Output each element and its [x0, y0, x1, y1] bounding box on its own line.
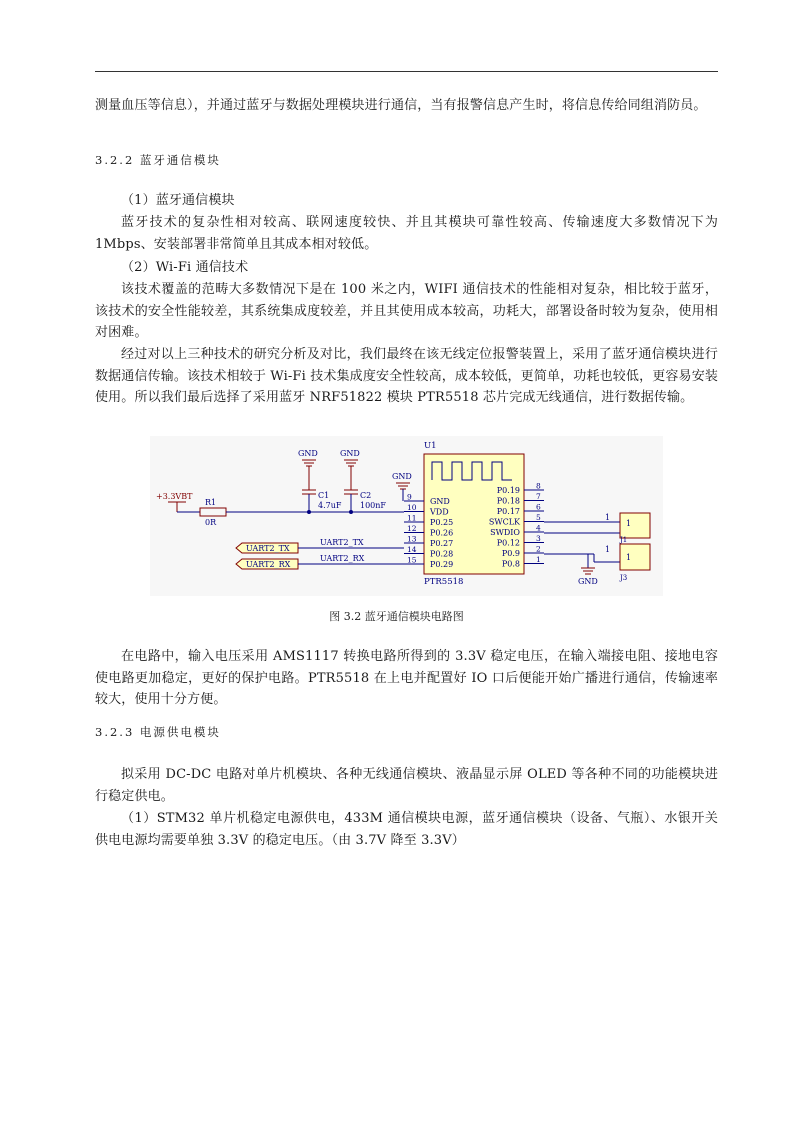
u1-label: U1	[424, 441, 437, 451]
left-pin-number: 14	[407, 545, 417, 554]
connector-j3	[605, 544, 650, 582]
item1-title: （1）蓝牙通信模块	[121, 193, 235, 208]
c2-gnd-label: GND	[340, 449, 360, 458]
c2-value: 100nF	[360, 501, 386, 510]
right-pin-number: 3	[536, 534, 541, 543]
c1-label: C1	[318, 491, 330, 500]
c1-value: 4.7uF	[318, 501, 342, 510]
intro-paragraph: 测量血压等信息），并通过蓝牙与数据处理模块进行通信，当有报警信息产生时，将信息传给同组消防员。	[95, 98, 707, 113]
left-pin-name: P0.25	[430, 518, 454, 527]
uart2-tx-port	[236, 538, 404, 553]
left-pin-name: P0.29	[430, 560, 454, 569]
left-pin-number: 11	[407, 513, 417, 523]
left-pin-name: GND	[430, 497, 450, 506]
right-pin-number: 2	[536, 544, 541, 554]
left-pin-number: 12	[407, 524, 417, 533]
bluetooth-circuit-figure	[150, 436, 663, 596]
right-pin-name: SWDIO	[490, 528, 520, 537]
left-pin-name: VDD	[430, 507, 449, 517]
circuit-schematic	[150, 436, 663, 596]
j1-pin-label: 1	[626, 519, 632, 528]
right-pin-name: P0.12	[496, 538, 520, 548]
left-pin-number: 10	[407, 503, 417, 512]
j3-gnd-symbol	[578, 568, 598, 586]
power-paragraph-2: （1）STM32 单片机稳定电源供电，433M 通信模块电源，蓝牙通信模块（设备、气瓶）、水银开关供电电源均需要单独 3.3V 的稳定电压。（由 3.7V 降至 3.3V）	[95, 811, 718, 848]
right-pin-number: 1	[536, 555, 541, 564]
left-pin-name: P0.28	[430, 549, 454, 559]
left-pin-number: 15	[407, 555, 417, 565]
r1-resistor	[200, 508, 226, 516]
left-pin-number: 9	[407, 492, 412, 502]
connector-j1	[605, 513, 650, 544]
left-pin-number: 13	[407, 534, 417, 544]
r1-value: 0R	[205, 518, 217, 527]
uart-tx-net-label: UART2_TX	[320, 538, 364, 547]
uart-rx-net-label: UART2_RX	[320, 554, 365, 563]
right-pin-number: 8	[536, 481, 541, 491]
j3-designator: J3	[620, 574, 628, 582]
j1-designator: J1	[620, 536, 628, 544]
j3-pin-label: 1	[626, 553, 632, 562]
j1-wire-label: 1	[605, 513, 611, 522]
c2-label: C2	[360, 491, 372, 500]
left-pin-name: P0.27	[430, 539, 454, 548]
c2-capacitor	[340, 449, 386, 514]
vbt-label: +3.3VBT	[156, 492, 193, 501]
conclusion-paragraph: 经过对以上三种技术的研究分析及对比，我们最终在该无线定位报警装置上，采用了蓝牙通信模块进行数据通信传输。该技术相较于 Wi-Fi 技术集成度安全性较高，成本较低，更简单，功耗也较低，更容易安装使用。所以我们最后选择了采用蓝牙 NRF51822 模块 PTR5518 芯片完成无线通信，进行数据传输。	[95, 347, 718, 405]
item1-body: 蓝牙技术的复杂性相对较高、联网速度较快、并且其模块可靠性较高、传输速度大多数情况下为 1Mbps、安装部署非常简单且其成本相对较低。	[95, 215, 718, 252]
right-pin-name: P0.18	[496, 496, 520, 506]
right-pin-number: 6	[536, 502, 541, 512]
right-pin-number: 7	[536, 492, 541, 501]
power-paragraph-1: 拟采用 DC-DC 电路对单片机模块、各种无线通信模块、液晶显示屏 OLED 等各种不同的功能模块进行稳定供电。	[95, 767, 718, 804]
uart-tx-port-label: UART2_TX	[246, 544, 290, 553]
r1-label: R1	[205, 498, 217, 507]
section-heading-3-2-3: 3.2.3 电源供电模块	[95, 725, 221, 739]
j3-gnd-label: GND	[578, 577, 598, 586]
figure-caption: 图 3.2 蓝牙通信模块电路图	[329, 610, 464, 623]
section-heading-3-2-2: 3.2.2 蓝牙通信模块	[95, 153, 221, 167]
left-pin-name: P0.26	[430, 528, 454, 538]
c1-capacitor	[298, 449, 342, 514]
right-pin-name: P0.17	[496, 507, 520, 516]
header-rule	[95, 71, 718, 72]
pin9-gnd-label: GND	[392, 472, 412, 481]
item2-title: （2）Wi-Fi 通信技术	[121, 260, 249, 275]
item2-body: 该技术覆盖的范畴大多数情况下是在 100 米之内，WIFI 通信技术的性能相对复杂，相比较于蓝牙，该技术的安全性能较差，其系统集成度较差，并且其使用成本较高，功耗大，部署设备时较为复杂，使用相对困难。	[95, 282, 718, 340]
j3-wire-label: 1	[605, 545, 611, 554]
right-pin-number: 4	[536, 523, 541, 533]
uart2-rx-port	[236, 554, 404, 569]
right-pin-number: 5	[536, 513, 541, 522]
c1-gnd-label: GND	[298, 449, 318, 458]
right-pin-name: P0.9	[501, 549, 520, 558]
right-pin-name: SWCLK	[488, 517, 520, 527]
right-pin-name: P0.19	[496, 486, 520, 495]
uart-rx-port-label: UART2_RX	[246, 560, 291, 569]
chip-name-label: PTR5518	[424, 577, 464, 587]
circuit-description: 在电路中，输入电压采用 AMS1117 转换电路所得到的 3.3V 稳定电压，在输入端接电阻、接地电容使电路更加稳定，更好的保护电路。PTR5518 在上电并配置好 IO 口后便能开始广播进行通信，传输速率较大，使用十分方便。	[95, 649, 718, 707]
right-pin-name: P0.8	[501, 559, 520, 569]
